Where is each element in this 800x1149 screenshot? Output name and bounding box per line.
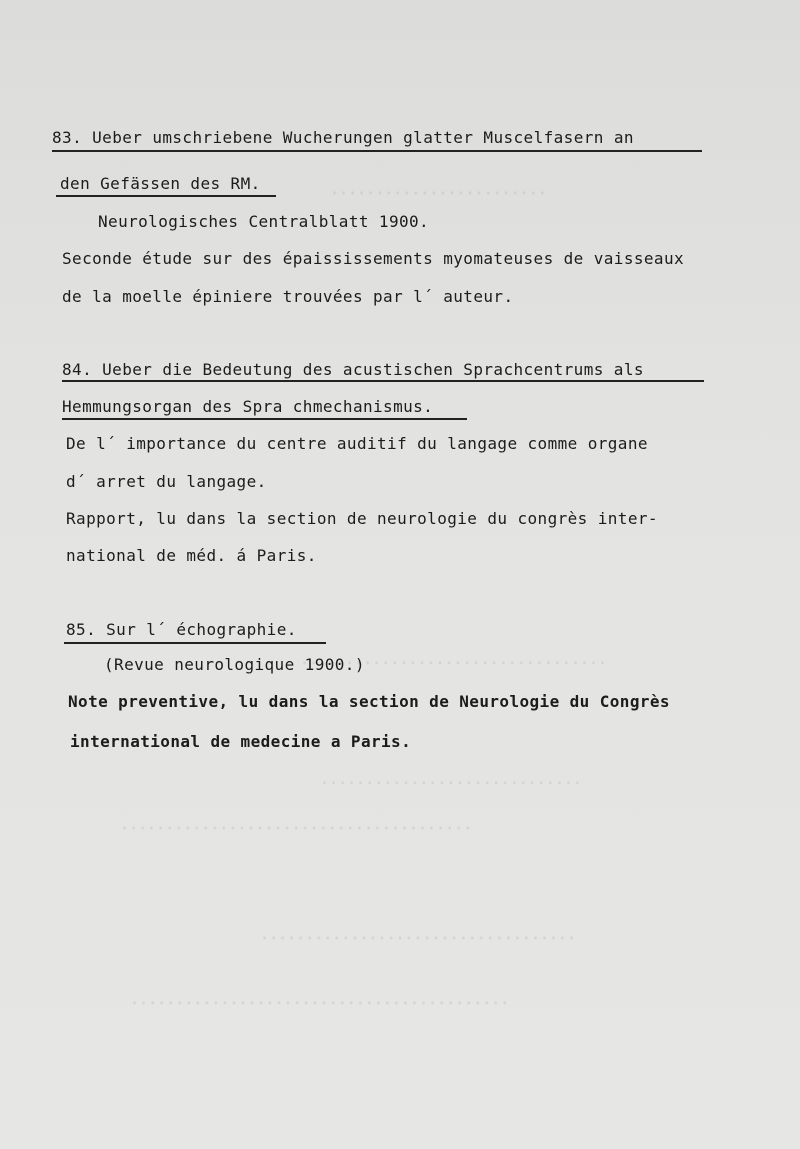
show-through-text: .......................................... — [130, 990, 510, 1008]
show-through-text: ................................... — [260, 925, 577, 943]
entry-83-journal: Neurologisches Centralblatt 1900. — [98, 212, 430, 231]
entry-85-title: 85. Sur l´ échographie. — [66, 620, 297, 639]
show-through-text: ....................................... — [120, 815, 473, 833]
entry-84-report-line-1: Rapport, lu dans la section de neurologie du congrès inter- — [66, 509, 658, 528]
entry-83-title-line-2: den Gefässen des RM. — [60, 174, 261, 193]
entry-84-report-line-2: national de méd. á Paris. — [66, 546, 317, 565]
entry-84-title-line-2: Hemmungsorgan des Spra chmechanismus. — [62, 397, 434, 416]
entry-84-title-underline-1 — [62, 380, 704, 382]
entry-84-title-line-1: 84. Ueber die Bedeutung des acustischen Sprachcentrums als — [62, 360, 644, 379]
show-through-text: .................................. — [300, 650, 608, 668]
entry-84-description-line-1: De l´ importance du centre auditif du langage comme organe — [66, 434, 648, 453]
entry-83-title-line-1: 83. Ueber umschriebene Wucherungen glatter Muscelfasern an — [52, 128, 634, 147]
entry-85-note-line-1: Note preventive, lu dans la section de Neurologie du Congrès — [68, 692, 670, 711]
entry-83-title-underline-1 — [52, 150, 702, 152]
entry-85-note-line-2: international de medecine a Paris. — [70, 732, 412, 751]
entry-83-description-line-1: Seconde étude sur des épaississements myomateuses de vaisseaux — [62, 249, 685, 268]
show-through-text: ............................. — [320, 770, 582, 788]
entry-85-title-underline — [64, 642, 326, 644]
entry-85-journal: (Revue neurologique 1900.) — [104, 655, 365, 674]
entry-83-description-line-2: de la moelle épiniere trouvées par l´ auteur. — [62, 287, 514, 306]
entry-84-title-underline-2 — [62, 418, 467, 420]
entry-83-title-underline-2 — [56, 195, 276, 197]
entry-84-description-line-2: d´ arret du langage. — [66, 472, 267, 491]
show-through-text: ........................ — [330, 180, 547, 198]
